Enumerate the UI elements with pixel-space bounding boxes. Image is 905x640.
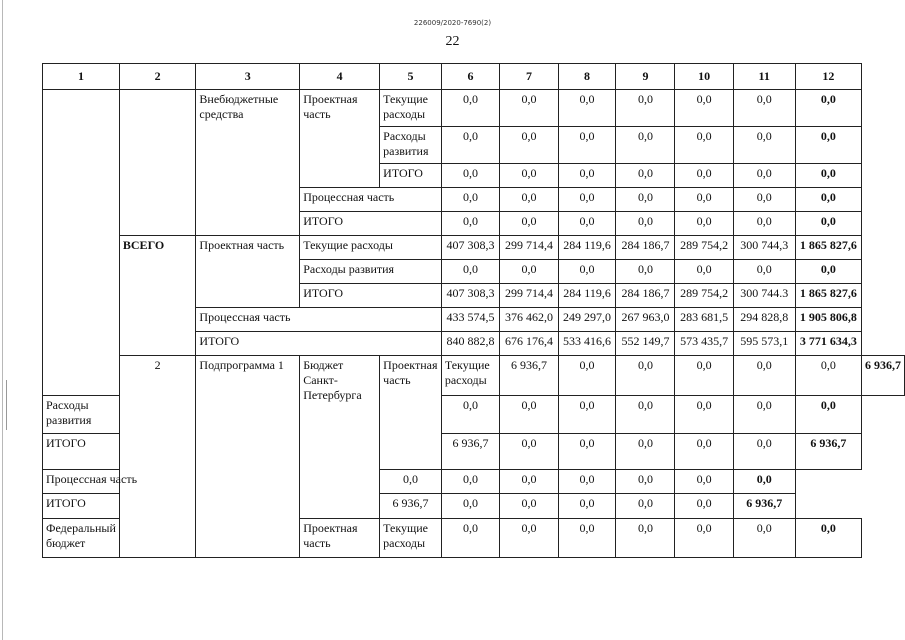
value-cell: 6 936,7 [441,434,499,470]
value-cell: 0,0 [733,188,795,212]
value-cell: 0,0 [500,260,558,284]
cost-current: Текущие расходы [300,236,442,260]
total-cell: 6 936,7 [862,356,905,396]
grand-total-row-label: ИТОГО [196,332,441,356]
page-number: 22 [445,34,460,49]
col-header: 5 [380,64,442,90]
part-project: Проектная часть [380,356,442,470]
budget-table [42,63,905,558]
row-number: 2 [119,356,196,558]
value-cell: 552 149,7 [616,332,675,356]
value-cell: 0,0 [441,212,499,236]
value-cell: 407 308,3 [441,284,499,308]
cost-current: Текущие расходы [380,519,442,558]
value-cell: 6 936,7 [380,494,442,519]
cell-empty [119,90,196,236]
value-cell: 289 754,2 [675,236,733,260]
value-cell: 0,0 [380,470,442,494]
source-total: ИТОГО [300,212,442,236]
total-cell: 6 936,7 [733,494,795,519]
total-cell: 0,0 [795,396,861,434]
cost-development: Расходы развития [300,260,442,284]
cell-empty [43,90,120,396]
col-header: 4 [300,64,380,90]
table-row [43,470,905,494]
header-row [43,64,905,90]
value-cell: 0,0 [558,396,616,434]
total-cell: 3 771 634,3 [795,332,861,356]
value-cell: 0,0 [675,188,733,212]
value-cell: 0,0 [616,434,675,470]
total-cell: 6 936,7 [795,434,861,470]
part-project: Проектная часть [300,90,380,188]
value-cell: 0,0 [558,494,616,519]
part-project: Проектная часть [300,519,380,558]
value-cell: 0,0 [616,260,675,284]
value-cell: 0,0 [675,260,733,284]
part-process: Процессная часть [43,470,196,494]
cost-total: ИТОГО [43,434,120,470]
scan-margin-mark [6,380,7,430]
value-cell: 0,0 [675,470,733,494]
value-cell: 0,0 [500,434,558,470]
total-cell: 0,0 [795,260,861,284]
value-cell: 0,0 [616,127,675,164]
value-cell: 433 574,5 [441,308,499,332]
value-cell: 0,0 [675,356,733,396]
document-id: 226009/2020-7690(2) [413,19,492,27]
value-cell: 0,0 [733,519,795,558]
value-cell: 289 754,2 [675,284,733,308]
table-row [43,236,905,260]
value-cell: 0,0 [675,212,733,236]
source-total: ИТОГО [43,494,196,519]
value-cell: 840 882,8 [441,332,499,356]
value-cell: 0,0 [558,356,616,396]
total-cell: 1 905 806,8 [795,308,861,332]
value-cell: 0,0 [500,212,558,236]
value-cell: 299 714,4 [500,284,558,308]
col-header: 3 [196,64,300,90]
value-cell: 0,0 [500,494,558,519]
cost-total: ИТОГО [300,284,442,308]
value-cell: 0,0 [441,470,499,494]
value-cell: 573 435,7 [675,332,733,356]
value-cell: 0,0 [558,470,616,494]
value-cell: 0,0 [733,396,795,434]
col-header: 10 [675,64,733,90]
value-cell: 284 119,6 [558,284,616,308]
total-cell: 0,0 [795,127,861,164]
value-cell: 0,0 [558,434,616,470]
total-cell: 0,0 [733,470,795,494]
value-cell: 0,0 [733,356,795,396]
scan-margin-line [2,0,3,640]
value-cell: 0,0 [500,127,558,164]
value-cell: 676 176,4 [500,332,558,356]
value-cell: 0,0 [616,519,675,558]
value-cell: 0,0 [558,188,616,212]
value-cell: 0,0 [675,519,733,558]
grand-total-label: ВСЕГО [119,236,196,356]
value-cell: 300 744,3 [733,236,795,260]
value-cell: 0,0 [441,260,499,284]
source-extra-budget: Внебюджетные средства [196,90,300,236]
value-cell: 0,0 [675,396,733,434]
value-cell: 0,0 [500,470,558,494]
col-header: 11 [733,64,795,90]
value-cell: 0,0 [733,90,795,127]
table-row [43,494,905,519]
value-cell: 0,0 [675,90,733,127]
part-process: Процессная часть [300,188,442,212]
value-cell: 0,0 [675,494,733,519]
cost-development: Расходы развития [380,127,442,164]
value-cell: 0,0 [558,90,616,127]
col-header: 9 [616,64,675,90]
value-cell: 407 308,3 [441,236,499,260]
value-cell: 0,0 [558,212,616,236]
value-cell: 267 963,0 [616,308,675,332]
value-cell: 0,0 [558,519,616,558]
total-cell: 0,0 [795,212,861,236]
subprogram-name: Подпрограмма 1 [196,356,300,558]
value-cell: 300 744.3 [733,284,795,308]
col-header: 7 [500,64,558,90]
value-cell: 595 573,1 [733,332,795,356]
col-header: 12 [795,64,861,90]
total-cell: 1 865 827,6 [795,236,861,260]
value-cell: 0,0 [795,356,861,396]
table-row [43,90,905,127]
value-cell: 0,0 [441,188,499,212]
value-cell: 0,0 [616,470,675,494]
value-cell: 0,0 [616,396,675,434]
source-spb-budget: Бюджет Санкт-Петербурга [300,356,380,519]
col-header: 1 [43,64,120,90]
value-cell: 284 119,6 [558,236,616,260]
value-cell: 0,0 [441,164,499,188]
value-cell: 283 681,5 [675,308,733,332]
value-cell: 0,0 [500,188,558,212]
value-cell: 376 462,0 [500,308,558,332]
value-cell: 0,0 [616,212,675,236]
value-cell: 294 828,8 [733,308,795,332]
value-cell: 0,0 [616,356,675,396]
cost-current: Текущие расходы [441,356,499,396]
value-cell: 0,0 [675,127,733,164]
source-federal-budget: Федеральный бюджет [43,519,120,558]
value-cell: 0,0 [441,494,499,519]
total-cell: 0,0 [795,519,861,558]
value-cell: 0,0 [500,164,558,188]
value-cell: 0,0 [558,164,616,188]
part-project: Проектная часть [196,236,300,308]
value-cell: 0,0 [500,396,558,434]
value-cell: 0,0 [616,90,675,127]
cost-current: Текущие расходы [380,90,442,127]
cost-total: ИТОГО [380,164,442,188]
col-header: 2 [119,64,196,90]
col-header: 8 [558,64,616,90]
total-cell: 0,0 [795,188,861,212]
value-cell: 0,0 [441,127,499,164]
value-cell: 0,0 [441,519,499,558]
value-cell: 249 297,0 [558,308,616,332]
value-cell: 0,0 [616,494,675,519]
col-header: 6 [441,64,499,90]
value-cell: 0,0 [733,164,795,188]
value-cell: 284 186,7 [616,284,675,308]
cost-development: Расходы развития [43,396,120,434]
table-row [43,356,905,396]
value-cell: 0,0 [616,188,675,212]
value-cell: 0,0 [675,164,733,188]
value-cell: 0,0 [441,90,499,127]
value-cell: 6 936,7 [500,356,558,396]
value-cell: 0,0 [441,396,499,434]
value-cell: 0,0 [500,90,558,127]
value-cell: 533 416,6 [558,332,616,356]
value-cell: 0,0 [733,212,795,236]
value-cell: 0,0 [500,519,558,558]
value-cell: 0,0 [558,260,616,284]
total-cell: 0,0 [795,90,861,127]
value-cell: 299 714,4 [500,236,558,260]
total-cell: 0,0 [795,164,861,188]
value-cell: 0,0 [616,164,675,188]
value-cell: 0,0 [733,260,795,284]
value-cell: 0,0 [733,127,795,164]
part-process: Процессная часть [196,308,441,332]
total-cell: 1 865 827,6 [795,284,861,308]
value-cell: 284 186,7 [616,236,675,260]
value-cell: 0,0 [558,127,616,164]
value-cell: 0,0 [733,434,795,470]
value-cell: 0,0 [675,434,733,470]
